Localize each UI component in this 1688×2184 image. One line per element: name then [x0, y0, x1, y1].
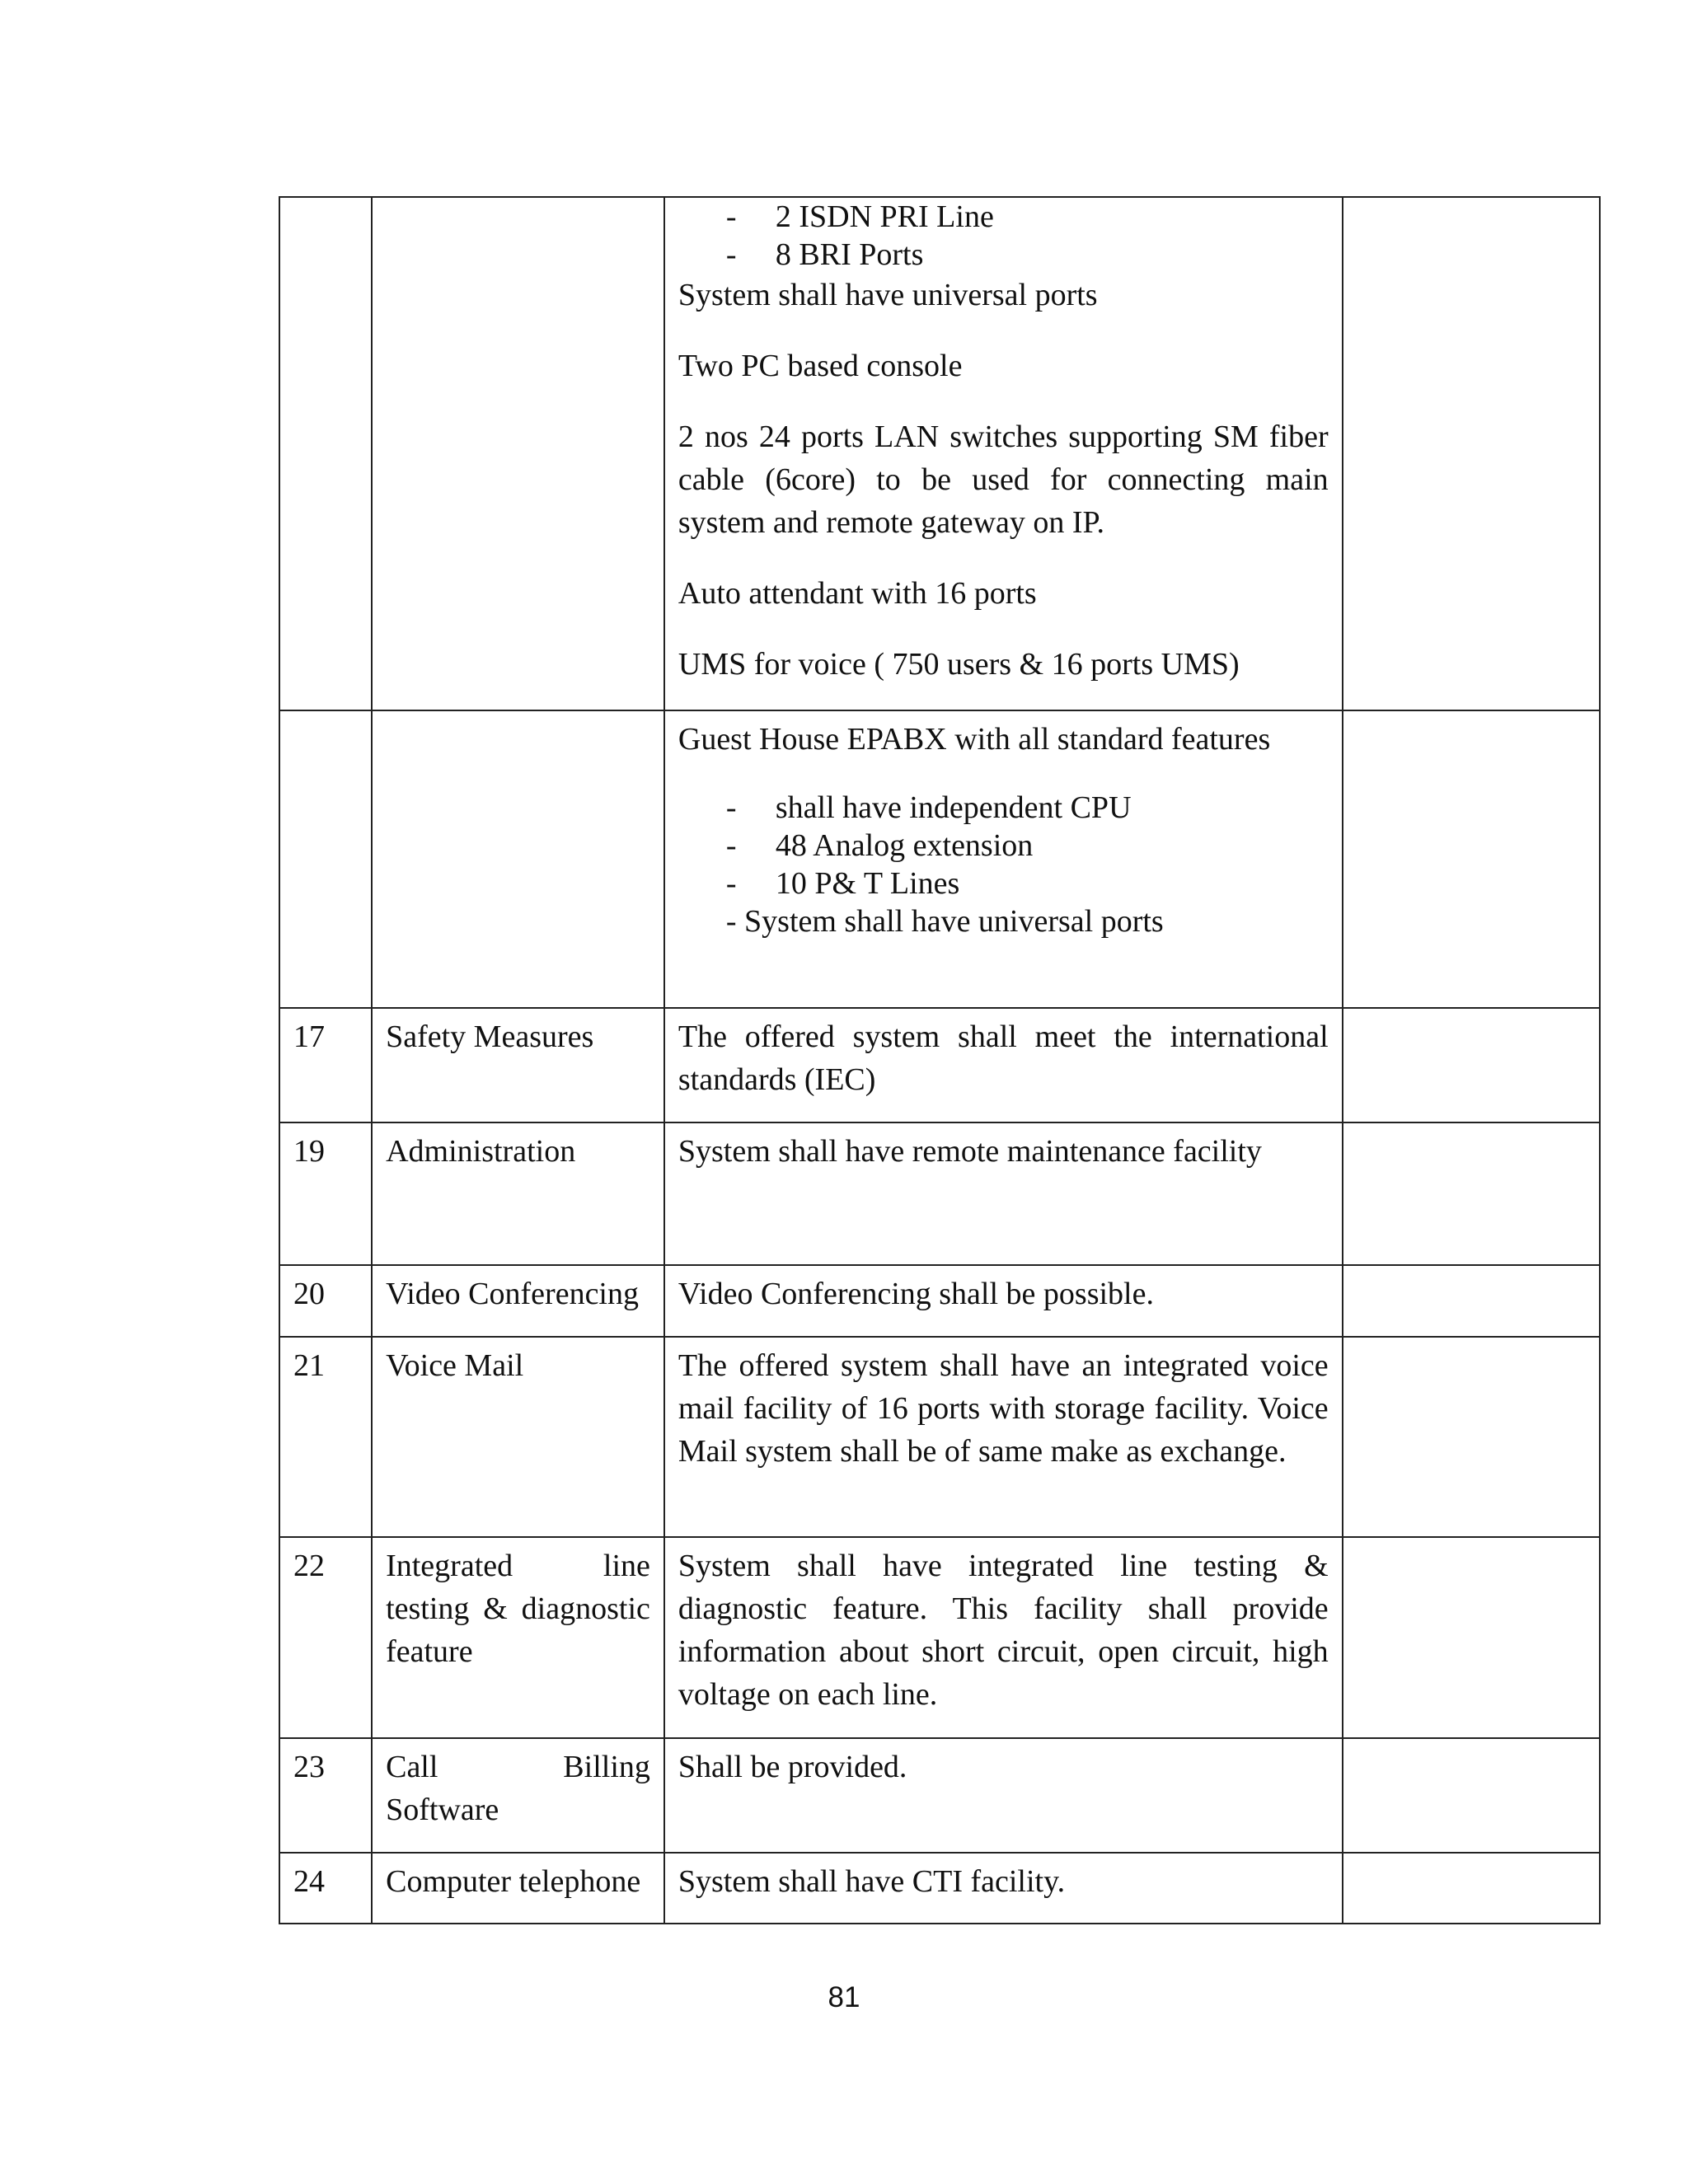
remarks-cell	[1343, 197, 1600, 710]
specification-cell: Shall be provided.	[664, 1738, 1343, 1853]
item-name: Administration	[372, 1122, 664, 1265]
spec-text: - System shall have universal ports	[725, 904, 1164, 939]
list-item: - 2 ISDN PRI Line	[725, 199, 994, 234]
spec-text: 2 nos 24 ports LAN switches supporting SM fiber cable (6core) to be used for connecting main system and remote gateway on IP.	[678, 419, 1329, 540]
row-number: 17	[279, 1008, 372, 1122]
page-number: 81	[828, 1981, 860, 2013]
remarks-cell	[1343, 1853, 1600, 1924]
remarks-cell	[1343, 1537, 1600, 1738]
remarks-cell	[1343, 1265, 1600, 1337]
list-item: - 8 BRI Ports	[725, 237, 924, 272]
list-item: - 48 Analog extension	[725, 828, 1034, 863]
spec-text: System shall have universal ports	[678, 278, 1098, 312]
specification-cell: System shall have CTI facility.	[664, 1853, 1343, 1924]
list-item: - 10 P& T Lines	[725, 866, 960, 901]
remarks-cell	[1343, 710, 1600, 1008]
table-row	[279, 197, 1600, 710]
bullet-list	[678, 789, 1329, 902]
table-row	[279, 1337, 1600, 1537]
bullet-list	[678, 198, 1329, 274]
remarks-cell	[1343, 1008, 1600, 1122]
spec-text: UMS for voice ( 750 users & 16 ports UMS)	[678, 647, 1240, 682]
row-number	[279, 710, 372, 1008]
remarks-cell	[1343, 1738, 1600, 1853]
specification-cell: The offered system shall meet the international standards (IEC)	[664, 1008, 1343, 1122]
table-row	[279, 1853, 1600, 1924]
item-name: Video Conferencing	[372, 1265, 664, 1337]
table-row	[279, 1122, 1600, 1265]
row-number: 20	[279, 1265, 372, 1337]
item-name	[372, 710, 664, 1008]
item-name: Voice Mail	[372, 1337, 664, 1537]
item-name: Safety Measures	[372, 1008, 664, 1122]
row-number: 21	[279, 1337, 372, 1537]
row-number: 24	[279, 1853, 372, 1924]
spec-text: Auto attendant with 16 ports	[678, 576, 1037, 611]
row-number: 22	[279, 1537, 372, 1738]
item-name: Computer telephone	[372, 1853, 664, 1924]
table-row	[279, 1537, 1600, 1738]
specification-cell: System shall have remote maintenance facility	[664, 1122, 1343, 1265]
specification-cell: Video Conferencing shall be possible.	[664, 1265, 1343, 1337]
item-name	[372, 197, 664, 710]
remarks-cell	[1343, 1122, 1600, 1265]
table-row	[279, 1008, 1600, 1122]
spec-text: Two PC based console	[678, 349, 963, 383]
table-row	[279, 1738, 1600, 1853]
specification-table	[279, 196, 1601, 1924]
specification-cell: System shall have integrated line testing & diagnostic feature. This facility shall provide information about short circuit, open circuit, high voltage on each line.	[664, 1537, 1343, 1738]
row-number: 19	[279, 1122, 372, 1265]
table-row	[279, 1265, 1600, 1337]
table-row	[279, 710, 1600, 1008]
specification-cell	[664, 710, 1343, 1008]
row-number	[279, 197, 372, 710]
specification-cell	[664, 197, 1343, 710]
item-name: Call Billing Software	[372, 1738, 664, 1853]
remarks-cell	[1343, 1337, 1600, 1537]
row-number: 23	[279, 1738, 372, 1853]
list-item: - shall have independent CPU	[725, 790, 1132, 825]
item-name: Integrated line testing & diagnostic feature	[372, 1537, 664, 1738]
specification-cell: The offered system shall have an integrated voice mail facility of 16 ports with storage facility. Voice Mail system shall be of same make as exchange.	[664, 1337, 1343, 1537]
spec-text: Guest House EPABX with all standard features	[678, 722, 1271, 757]
